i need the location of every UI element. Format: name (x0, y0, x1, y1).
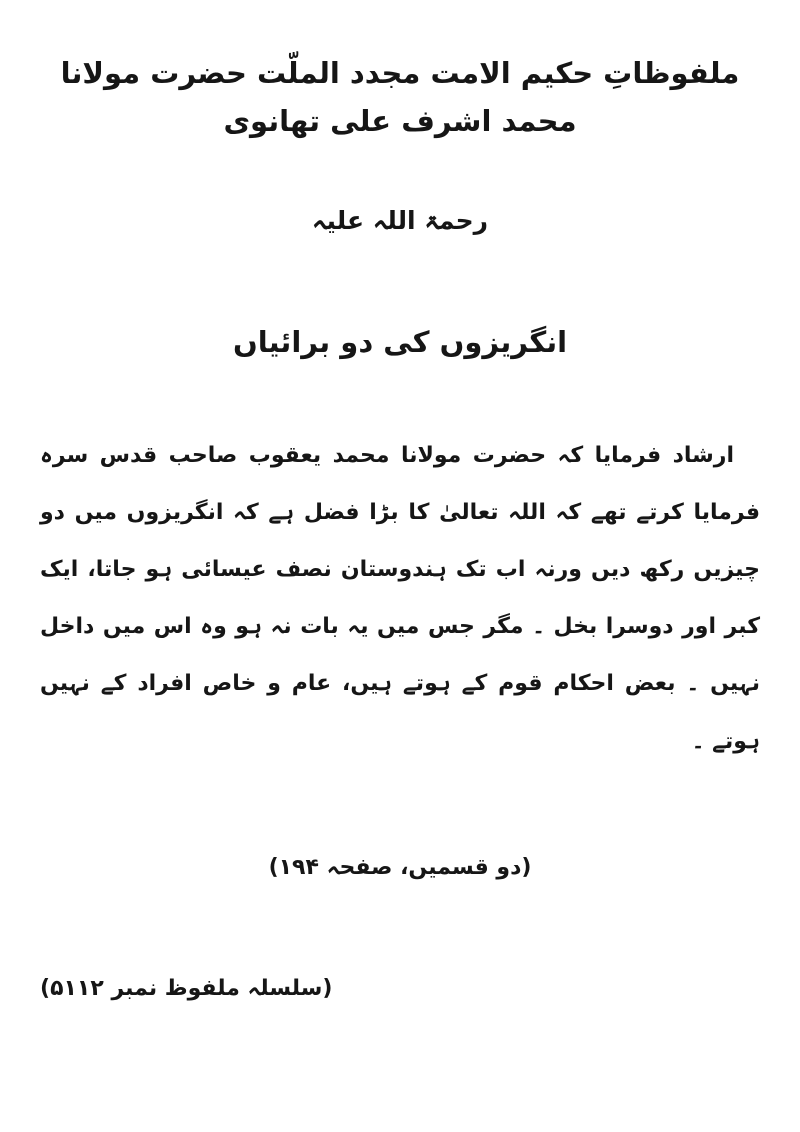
document-title: ملفوظاتِ حکیم الامت مجدد الملّت حضرت مولانا محمد اشرف علی تھانوی (60, 56, 740, 138)
series-number: (سلسلہ ملفوظ نمبر ۵۱۱۲) (40, 976, 333, 1001)
source-reference: (دو قسمیں، صفحہ ۱۹۴) (268, 854, 532, 880)
body-paragraph: ارشاد فرمایا کہ حضرت مولانا محمد یعقوب صاحب قدس سرہ فرمایا کرتے تھے کہ اللہ تعالیٰ کا بڑا فضل ہے کہ انگریزوں میں دو چیزیں رکھ دیں ورنہ اب تک ہندوستان نصف عیسائی ہو جاتا، ایک کبر اور دوسرا بخل ۔ مگر جس میں یہ بات نہ ہو وہ اس میں داخل نہیں ۔ بعض احکام قوم کے ہوتے ہیں، عام و خاص افراد کے نہیں ہوتے ۔ (40, 442, 760, 754)
section-heading: انگریزوں کی دو برائیاں (232, 325, 568, 360)
document-honorific: رحمۃ اللہ علیہ (311, 205, 489, 235)
